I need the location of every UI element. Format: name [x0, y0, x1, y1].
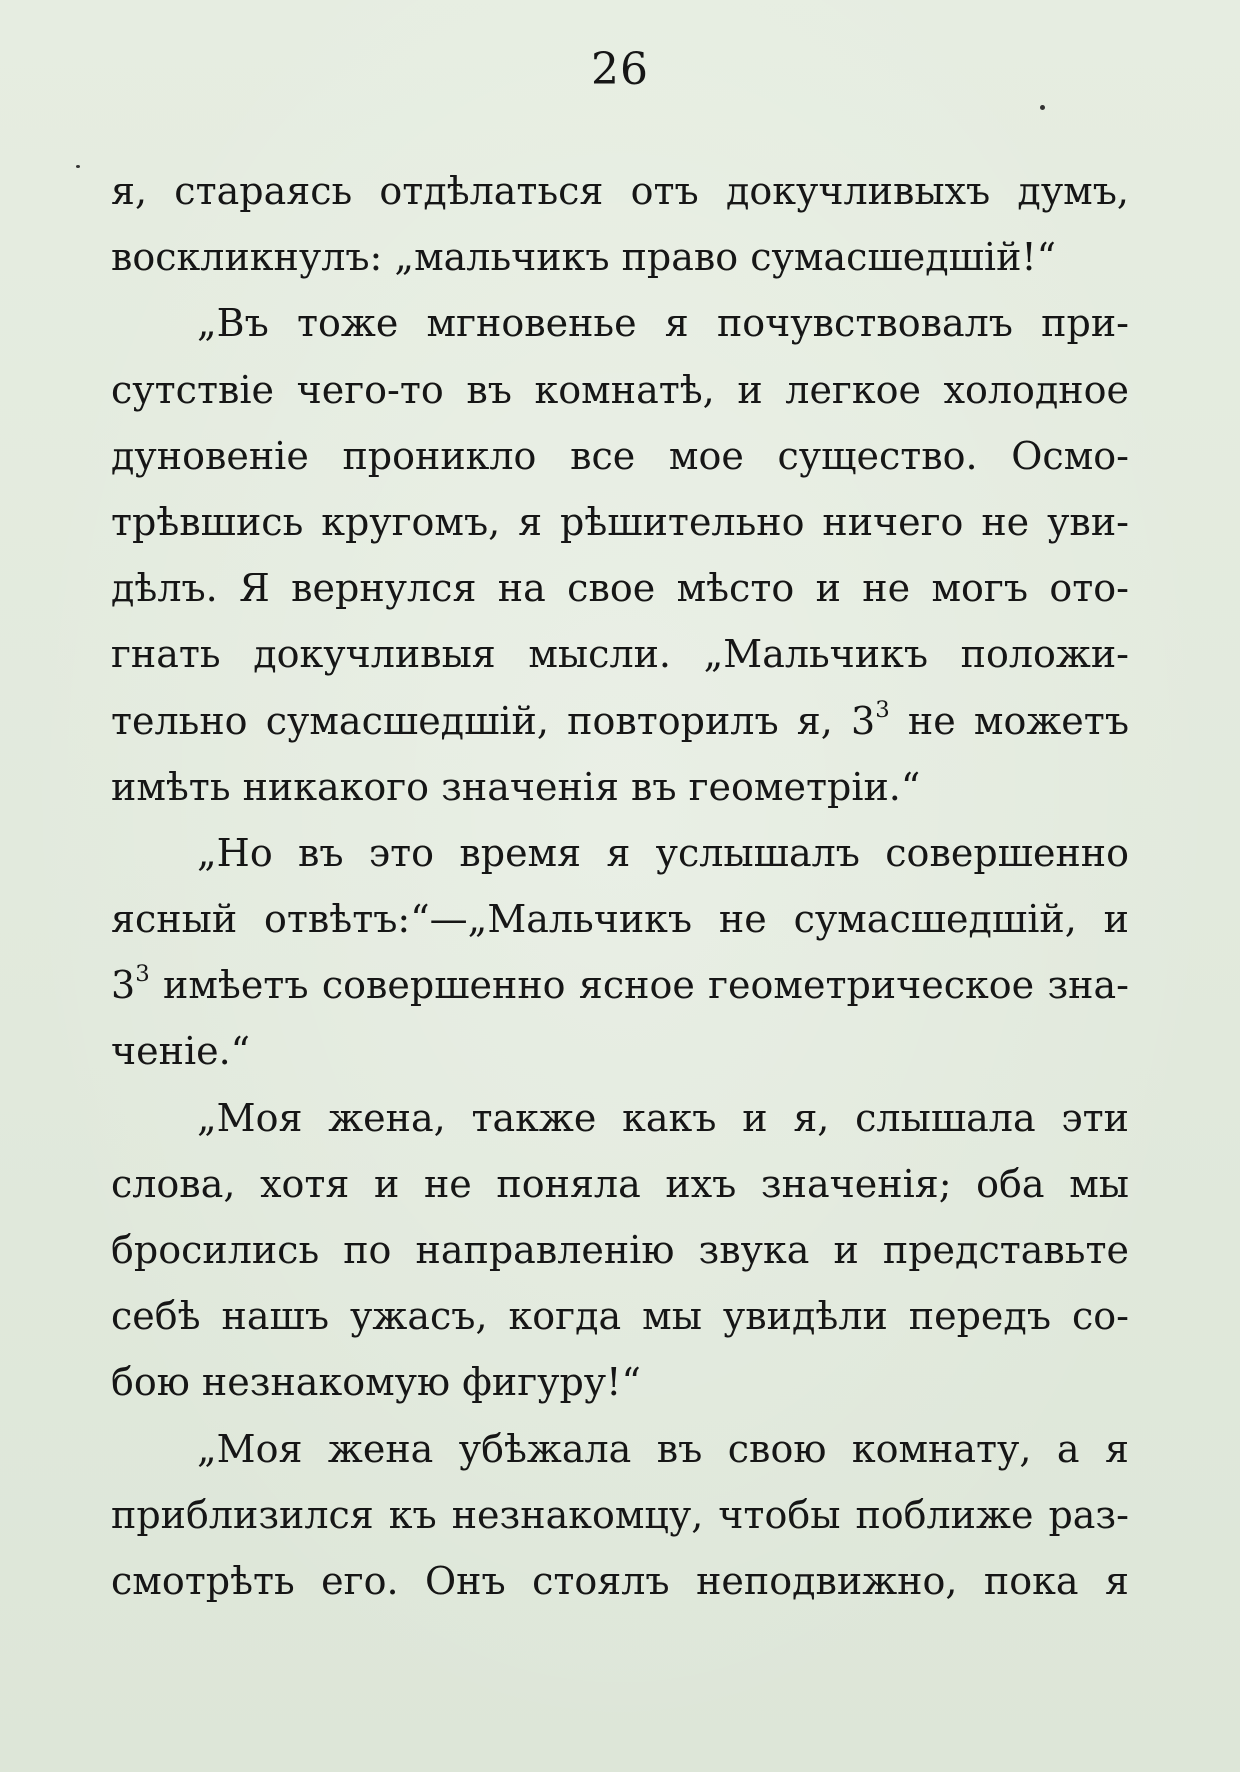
text-line: ясный отвѣтъ:“—„Мальчикъ не сумасшедшій, и: [111, 897, 1129, 942]
exponent: 3: [135, 961, 150, 988]
exponent: 3: [875, 696, 890, 723]
paragraph-start-line: „Но въ это время я услышалъ совершенно: [197, 830, 1129, 875]
text-segment: не можетъ: [889, 698, 1129, 743]
print-speck: [1040, 105, 1045, 110]
text-segment: тельно сумасшедшій, повторилъ я, 3: [111, 698, 876, 743]
text-line: ченіе.“: [111, 1029, 251, 1074]
text-segment: имѣетъ совершенно ясное геометрическое зна-: [149, 963, 1129, 1008]
text-line: бою незнакомую фигуру!“: [111, 1360, 641, 1405]
page-number: 26: [591, 44, 649, 95]
body-text: [111, 158, 1129, 1614]
paragraph-start-line: „Въ тоже мгновенье я почувствовалъ при-: [197, 301, 1129, 346]
text-line: приблизился къ незнакомцу, чтобы поближе раз-: [111, 1492, 1129, 1537]
text-line: слова, хотя и не поняла ихъ значенія; оба мы: [111, 1161, 1129, 1206]
text-line: я, стараясь отдѣлаться отъ докучливыхъ думъ,: [111, 169, 1129, 213]
text-line: смотрѣть его. Онъ стоялъ неподвижно, пока я: [111, 1558, 1129, 1603]
text-line: [111, 688, 1129, 754]
text-line: [111, 952, 1129, 1018]
text-line: имѣть никакого значенія въ геометріи.“: [111, 764, 921, 809]
text-line: дуновеніе проникло все мое существо. Осмо-: [111, 433, 1129, 478]
paragraph-start-line: „Моя жена убѣжала въ свою комнату, а я: [197, 1426, 1129, 1471]
print-speck: [76, 165, 80, 168]
text-line: трѣвшись кругомъ, я рѣшительно ничего не уви-: [111, 499, 1129, 544]
text-line: воскликнулъ: „мальчикъ право сумасшедшій!“: [111, 235, 1057, 280]
text-segment: 3: [111, 963, 136, 1008]
text-line: сутствіе чего-то въ комнатѣ, и легкое холодное: [111, 367, 1129, 412]
text-line: дѣлъ. Я вернулся на свое мѣсто и не могъ ото-: [111, 566, 1129, 611]
text-line: гнать докучливыя мысли. „Мальчикъ положи-: [111, 632, 1129, 677]
text-line: бросились по направленію звука и представьте: [111, 1228, 1129, 1272]
paragraph-start-line: „Моя жена, также какъ и я, слышала эти: [197, 1095, 1129, 1140]
text-line: себѣ нашъ ужасъ, когда мы увидѣли передъ со-: [111, 1294, 1129, 1339]
